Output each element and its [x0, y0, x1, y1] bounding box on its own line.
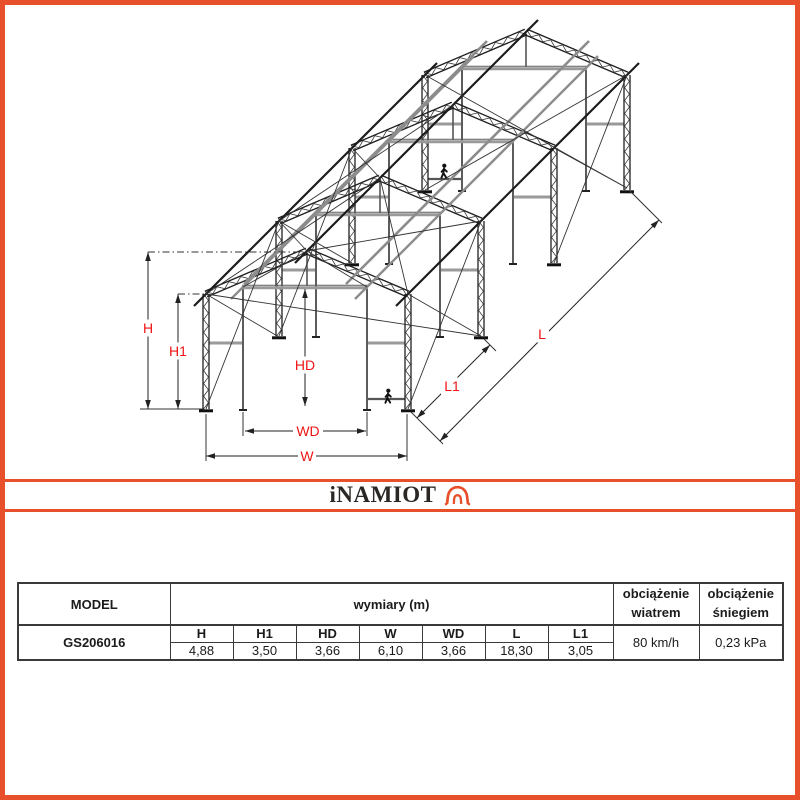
snow-header-cell: obciążenie śniegiem — [699, 583, 783, 625]
dims-header-cell: wymiary (m) — [170, 583, 613, 625]
dim-value-cell: 3,05 — [548, 642, 613, 660]
dim-col-header: L — [485, 625, 548, 642]
dimensions-group — [140, 191, 662, 465]
dim-value-cell: 3,50 — [233, 642, 296, 660]
bracing-group — [206, 75, 627, 409]
logo-text: iNAMIOT — [329, 482, 437, 507]
tent-icon — [444, 484, 471, 506]
dim-label-h1: H1 — [169, 343, 187, 359]
dim-col-header: W — [359, 625, 422, 642]
dim-col-header: L1 — [548, 625, 613, 642]
dim-col-header: H — [170, 625, 233, 642]
logo-band-bottom-rule — [5, 509, 795, 512]
person-silhouette — [441, 164, 446, 178]
dim-col-header: HD — [296, 625, 359, 642]
dim-value-cell: 3,66 — [422, 642, 485, 660]
wind-header-cell: obciążenie wiatrem — [613, 583, 699, 625]
dim-col-header: WD — [422, 625, 485, 642]
dim-label-l1: L1 — [444, 378, 460, 394]
dim-value-cell: 18,30 — [485, 642, 548, 660]
spec-table — [17, 582, 784, 661]
dim-label-w: W — [300, 448, 314, 464]
model-value-cell: GS206016 — [18, 625, 170, 660]
snow-value-cell: 0,23 kPa — [699, 625, 783, 660]
dim-label-h: H — [142, 320, 154, 336]
dim-value-cell: 3,66 — [296, 642, 359, 660]
dim-value-cell: 4,88 — [170, 642, 233, 660]
dim-value-cell: 6,10 — [359, 642, 422, 660]
dim-label-l: L — [538, 326, 546, 342]
dim-col-header: H1 — [233, 625, 296, 642]
dim-label-wd: WD — [296, 423, 320, 439]
model-header-cell: MODEL — [18, 583, 170, 625]
wind-value-cell: 80 km/h — [613, 625, 699, 660]
person-silhouette — [385, 389, 390, 403]
purlins-group — [194, 20, 639, 306]
dim-label-hd: HD — [294, 357, 316, 373]
logo — [0, 481, 800, 508]
